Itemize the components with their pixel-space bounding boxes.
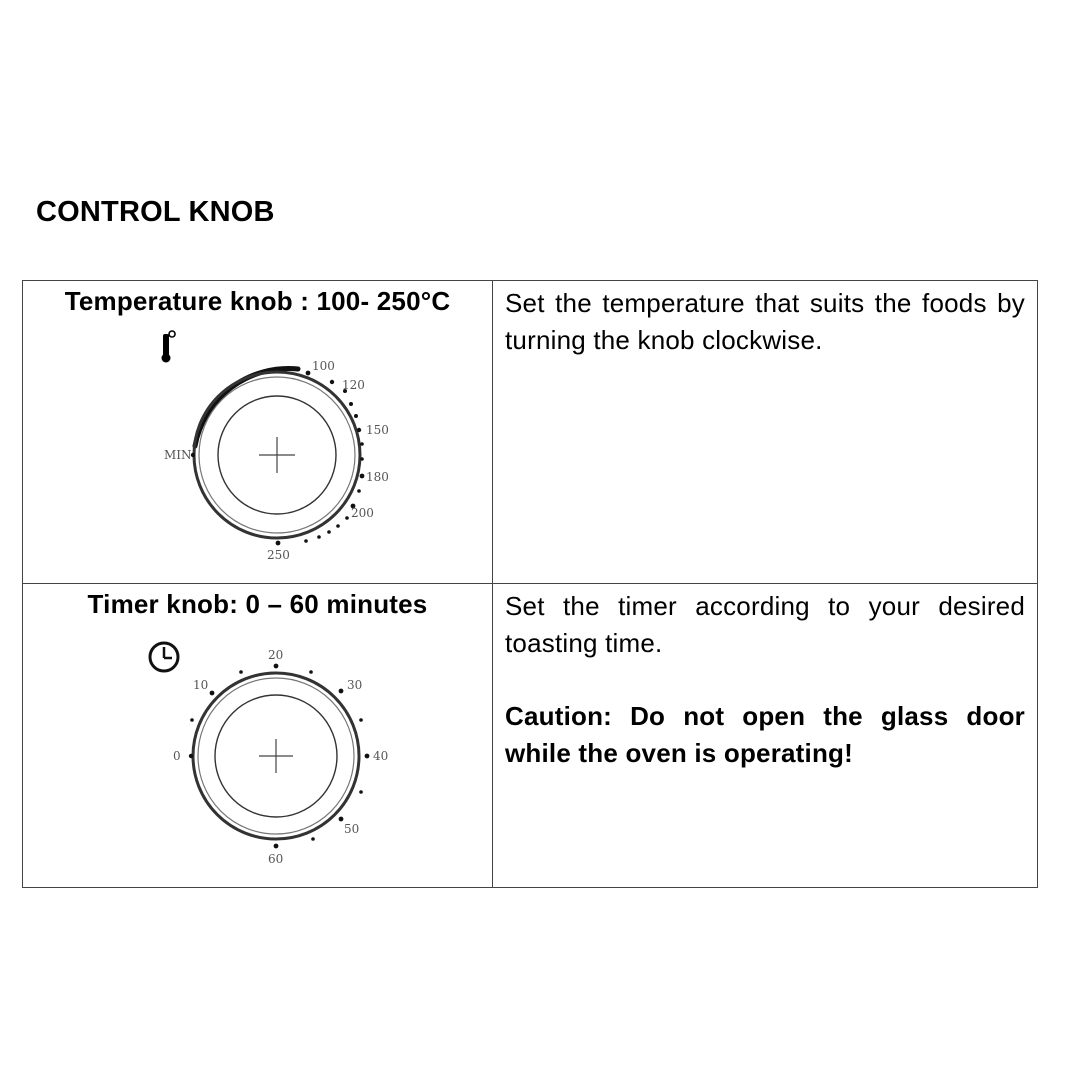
table-row-temperature [23, 281, 1038, 584]
caution-note: Caution: Do not open the glass door while the oven is operating! [505, 701, 1025, 768]
temperature-knob-cell [23, 281, 493, 584]
timer-description-cell [493, 584, 1038, 888]
timer-dial-diagram [23, 584, 492, 883]
temperature-label-min: MIN [164, 448, 192, 462]
timer-knob-heading: Timer knob: 0 – 60 minutes [87, 589, 428, 619]
temperature-dial-diagram [23, 281, 492, 579]
temperature-label-120: 120 [342, 378, 365, 392]
clock-icon [150, 643, 178, 671]
page-title: CONTROL KNOB [36, 196, 275, 228]
temperature-label-250: 250 [267, 548, 290, 562]
timer-knob-crosshair [259, 739, 293, 773]
timer-label-60: 60 [268, 852, 284, 866]
temperature-label-180: 180 [366, 470, 389, 484]
timer-label-30: 30 [347, 678, 363, 692]
timer-label-0: 0 [173, 749, 181, 763]
temperature-label-150: 150 [366, 423, 389, 437]
timer-label-40: 40 [373, 749, 389, 763]
control-knob-table [22, 280, 1038, 888]
temperature-label-100: 100 [312, 359, 335, 373]
timer-label-20: 20 [268, 648, 284, 662]
thermometer-icon [162, 331, 176, 362]
timer-label-10: 10 [193, 678, 209, 692]
timer-description: Set the timer according to your desired toasting time. [505, 591, 1025, 658]
temperature-knob-crosshair [259, 437, 295, 473]
temperature-knob-heading: Temperature knob : 100- 250°C [64, 286, 451, 316]
table-row-timer [23, 584, 1038, 888]
temperature-description: Set the temperature that suits the foods by turning the knob clockwise. [505, 288, 1025, 355]
timer-knob-cell [23, 584, 493, 888]
temperature-label-200: 200 [351, 506, 374, 520]
temperature-description-cell [493, 281, 1038, 584]
timer-label-50: 50 [344, 822, 360, 836]
